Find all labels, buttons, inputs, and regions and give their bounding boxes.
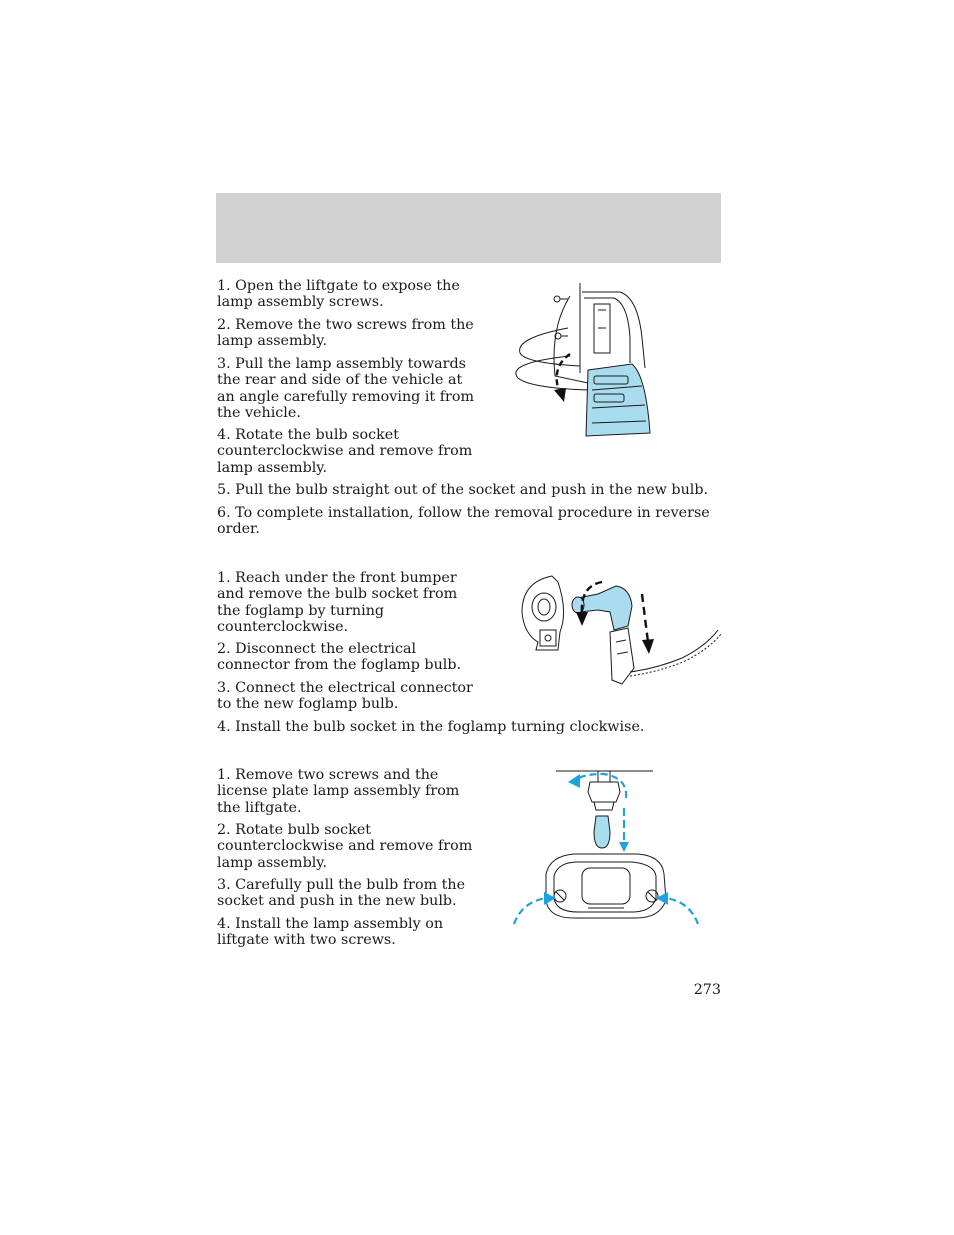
foglamp-bulb-illustration: [518, 572, 722, 688]
taillamp-step-2: 2. Remove the two screws from the lamp assembly.: [217, 317, 474, 350]
license-step-4: 4. Install the lamp assembly on liftgate with two screws.: [217, 916, 444, 949]
license-bulb: [594, 816, 610, 848]
taillamp-step-3: 3. Pull the lamp assembly towards the rear and side of the vehicle at an angle carefully removing it from the vehicle.: [217, 356, 474, 422]
arrow-head-icon: [576, 612, 588, 626]
foglamp-step-2: 2. Disconnect the electrical connector from the foglamp bulb.: [217, 641, 462, 674]
taillamp-step-1: 1. Open the liftgate to expose the lamp assembly screws.: [217, 278, 460, 311]
arrow-head-icon: [619, 842, 629, 852]
license-step-2: 2. Rotate bulb socket counterclockwise and remove from lamp assembly.: [217, 822, 473, 871]
arrow-head-icon: [568, 774, 580, 788]
license-step-1: 1. Remove two screws and the license plate lamp assembly from the liftgate.: [217, 767, 460, 816]
foglamp-step-3: 3. Connect the electrical connector to the new foglamp bulb.: [217, 680, 473, 713]
taillamp-step-4: 4. Rotate the bulb socket counterclockwise and remove from lamp assembly.: [217, 427, 473, 476]
taillamp-step-5: 5. Pull the bulb straight out of the socket and push in the new bulb.: [217, 482, 709, 498]
arrow-head-icon: [642, 639, 654, 654]
page-number: 273: [693, 982, 721, 998]
license-step-3: 3. Carefully pull the bulb from the socket and push in the new bulb.: [217, 877, 466, 910]
section-header-band: [216, 193, 721, 263]
taillamp-removal-illustration: [510, 278, 660, 440]
screw-icon: [554, 296, 568, 302]
taillamp-step-6: 6. To complete installation, follow the removal procedure in reverse order.: [217, 505, 710, 538]
arrow-head-icon: [554, 388, 566, 402]
screw-icon: [554, 890, 566, 902]
tail-lamp-lens: [586, 364, 650, 436]
bulb-socket: [578, 586, 632, 630]
license-lamp-illustration: [510, 768, 702, 928]
screw-icon: [555, 333, 568, 339]
foglamp-step-4: 4. Install the bulb socket in the foglamp turning clockwise.: [217, 719, 645, 735]
foglamp-step-1: 1. Reach under the front bumper and remove the bulb socket from the foglamp by turning counterclockwise.: [217, 570, 458, 636]
